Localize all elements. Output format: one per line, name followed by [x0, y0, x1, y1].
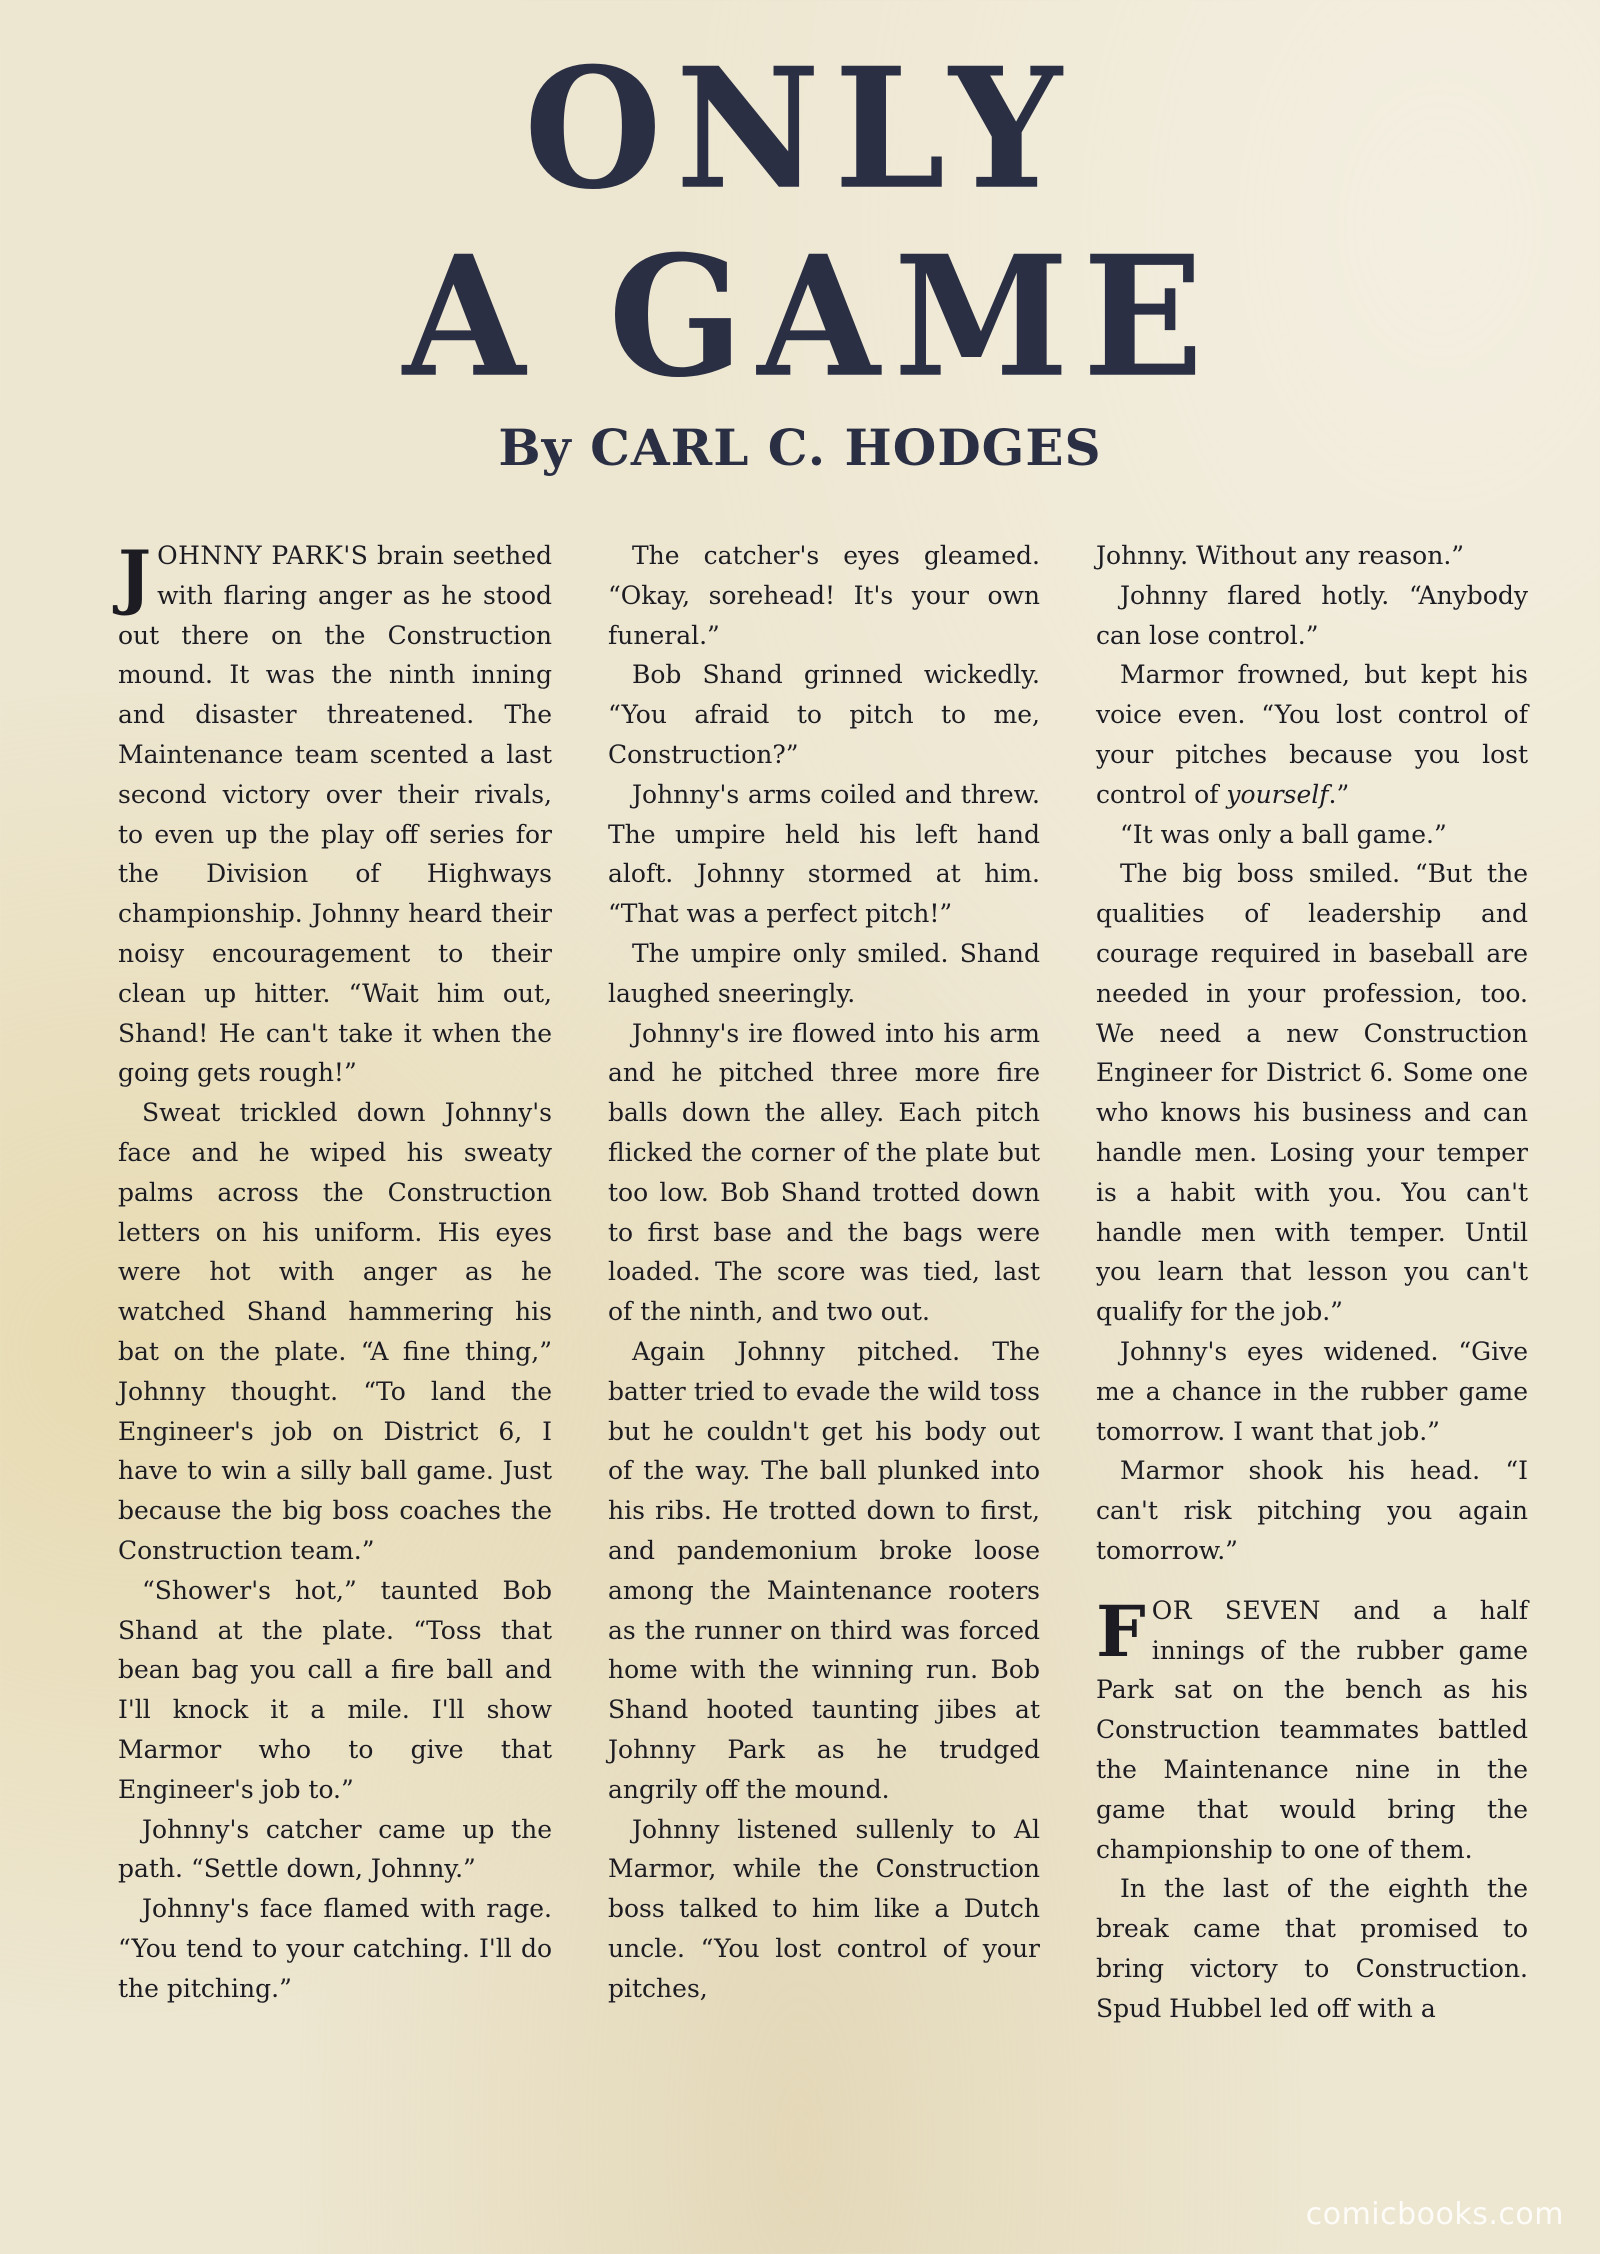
- paragraph-text: .”: [1328, 779, 1350, 809]
- paragraph: The umpire only smiled. Shand laughed sneeringly.: [608, 938, 1040, 1008]
- opening-caps: OHNNY PARK'S: [157, 541, 369, 570]
- paragraph: “It was only a ball game.”: [1120, 819, 1447, 849]
- text-column-3: [1096, 536, 1528, 2028]
- paragraph: Johnny. Without any reason.”: [1096, 541, 1465, 570]
- drop-cap: J: [118, 535, 152, 618]
- paragraph: [118, 536, 552, 1093]
- paragraph: Sweat trickled down Johnny's face and he wiped his sweaty palms across the Construction letters on his uniform. His eyes were hot with anger as he watched Shand hammering his bat on the plate. “A fine thing,” Johnny thought. “To land the Engineer's job on District 6, I have to win a silly ball game. Just because the big boss coaches the Construction team.”: [118, 1098, 552, 1565]
- title-line-1: ONLY: [524, 32, 1076, 227]
- paragraph: Johnny flared hotly. “Anybody can lose control.”: [1096, 580, 1528, 650]
- paragraph: Johnny's face flamed with rage. “You tend to your catching. I'll do the pitching.”: [118, 1894, 552, 2003]
- opening-caps: OR SEVEN: [1151, 1595, 1321, 1625]
- text-column-2: [608, 536, 1040, 2008]
- watermark: comicbooks.com: [1305, 2197, 1564, 2232]
- paragraph: The catcher's eyes gleamed. “Okay, sorehead! It's your own funeral.”: [608, 541, 1040, 650]
- paragraph: Johnny's ire flowed into his arm and he pitched three more fire balls down the alley. Each pitch flicked the corner of the plate but too low. Bob Shand trotted down to first base and the bags were loaded. The score was tied, last of the ninth, and two out.: [608, 1018, 1040, 1327]
- paragraph: Again Johnny pitched. The batter tried to evade the wild toss but he couldn't get his body out of the way. The ball plunked into his ribs. He trotted down to first, and pandemonium broke loose among the Maintenance rooters as the runner on third was forced home with the winning run. Bob Shand hooted taunting jibes at Johnny Park as he trudged angrily off the mound.: [608, 1336, 1040, 1804]
- paragraph: [1096, 1591, 1528, 1870]
- title-line-2: A GAME: [402, 220, 1218, 415]
- paragraph-text: Marmor frowned, but kept his voice even. “You lost control of your pitches because you lost control of: [1096, 660, 1528, 809]
- paragraph: Marmor shook his head. “I can't risk pitching you again tomorrow.”: [1096, 1456, 1528, 1565]
- byline: By CARL C. HODGES: [498, 418, 1102, 477]
- paragraph: Johnny's catcher came up the path. “Settle down, Johnny.”: [118, 1814, 552, 1884]
- paragraph: Johnny's eyes widened. “Give me a chance in the rubber game tomorrow. I want that job.”: [1096, 1336, 1528, 1446]
- paragraph: In the last of the eighth the break came that promised to bring victory to Construction. Spud Hubbel led off with a: [1096, 1874, 1528, 2023]
- drop-cap: F: [1096, 1589, 1146, 1673]
- paragraph-text: brain seethed with flaring anger as he stood out there on the Construction mound. It was the ninth inning and disaster threatened. The Maintenance team scented a last second victory over their rivals, to even up the play off series for the Division of Highways championship. Johnny heard their noisy encouragement to their clean up hitter. “Wait him out, Shand! He can't take it when the going gets rough!”: [118, 541, 553, 1088]
- paragraph: Johnny listened sullenly to Al Marmor, while the Construction boss talked to him like a Dutch uncle. “You lost control of your pitches,: [608, 1814, 1040, 2003]
- paragraph: The big boss smiled. “But the qualities of leadership and courage required in baseball are needed in your profession, too. We need a new Construction Engineer for District 6. Some one who knows his business and can handle men. Losing your temper is a habit with you. You can't handle men with temper. Until you learn that lesson you can't qualify for the job.”: [1096, 859, 1528, 1327]
- paragraph-text: and a half innings of the rubber game Park sat on the bench as his Construction teammates battled the Maintenance nine in the game that would bring the championship to one of them.: [1096, 1595, 1528, 1864]
- paragraph: “Shower's hot,” taunted Bob Shand at the plate. “Toss that bean bag you call a fire ball and I'll knock it a mile. I'll show Marmor who to give that Engineer's job to.”: [118, 1575, 552, 1804]
- paragraph: Johnny's arms coiled and threw. The umpire held his left hand aloft. Johnny stormed at him. “That was a perfect pitch!”: [608, 779, 1040, 929]
- emphasis-text: yourself: [1226, 779, 1329, 809]
- paragraph: Bob Shand grinned wickedly. “You afraid to pitch to me, Construction?”: [608, 660, 1040, 769]
- text-column-1: [118, 536, 552, 2008]
- paragraph: [1096, 655, 1528, 814]
